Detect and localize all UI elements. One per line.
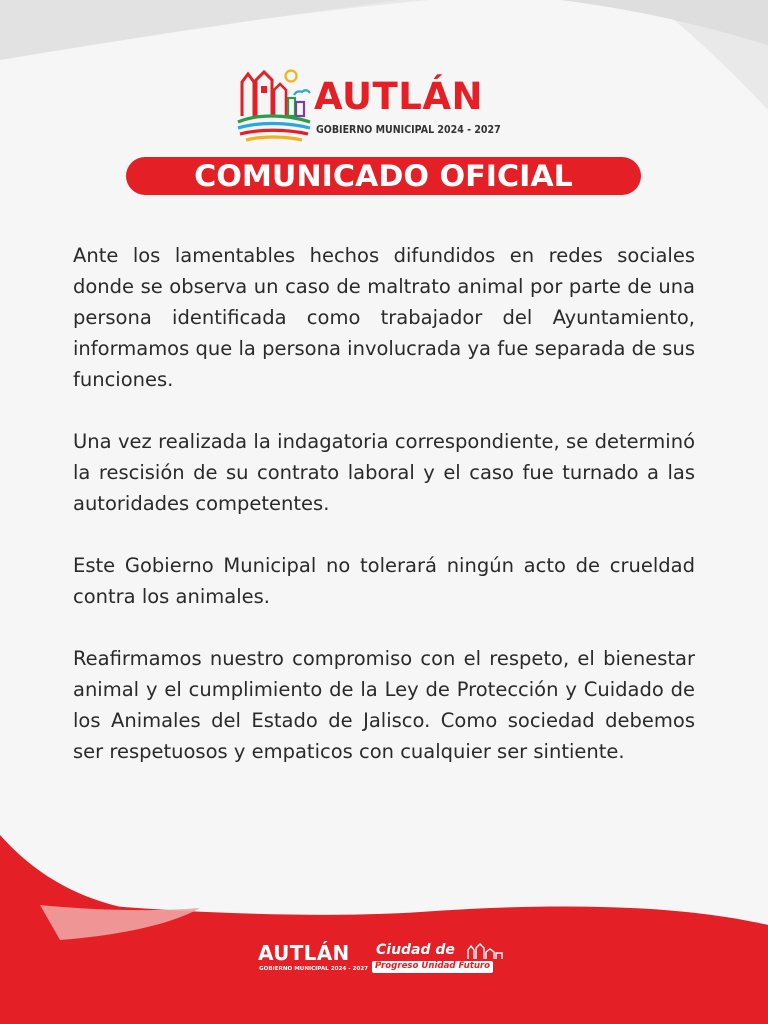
banner-title: COMUNICADO OFICIAL — [194, 159, 573, 193]
title-banner — [126, 157, 641, 195]
logo-name: AUTLÁN — [314, 75, 483, 118]
statement-body — [73, 240, 695, 798]
footer-slogan-line1: Ciudad de — [376, 942, 455, 958]
paragraph-3: Este Gobierno Municipal no tolerará ningún acto de crueldad contra los animales. — [73, 554, 695, 608]
logo-subtitle: GOBIERNO MUNICIPAL 2024 - 2027 — [316, 125, 501, 136]
city-skyline-logo-icon — [236, 68, 312, 144]
header-logo — [236, 68, 526, 148]
paragraph-1: Ante los lamentables hechos difundidos en redes sociales donde se observa un caso de maltrato animal por parte de una persona identificada como trabajador del Ayuntamiento, informamos que la persona involucrada ya fue separada de sus funciones. — [73, 244, 695, 391]
footer-logo-subtitle: GOBIERNO MUNICIPAL 2024 - 2027 — [259, 966, 369, 972]
paragraph-4: Reafirmamos nuestro compromiso con el respeto, el bienestar animal y el cumplimiento de la Ley de Protección y Cuidado de los Animales del Estado de Jalisco. Como sociedad debemos ser respetuosos y empaticos con cualquier ser sintiente. — [73, 647, 695, 763]
city-skyline-footer-icon — [466, 943, 506, 959]
footer-logo-name: AUTLÁN — [258, 941, 350, 965]
footer-logo — [258, 943, 518, 977]
footer-slogan-line2: Progreso Unidad Futuro — [372, 961, 493, 973]
paragraph-2: Una vez realizada la indagatoria correspondiente, se determinó la rescisión de su contrato laboral y el caso fue turnado a las autoridades competentes. — [73, 430, 695, 515]
